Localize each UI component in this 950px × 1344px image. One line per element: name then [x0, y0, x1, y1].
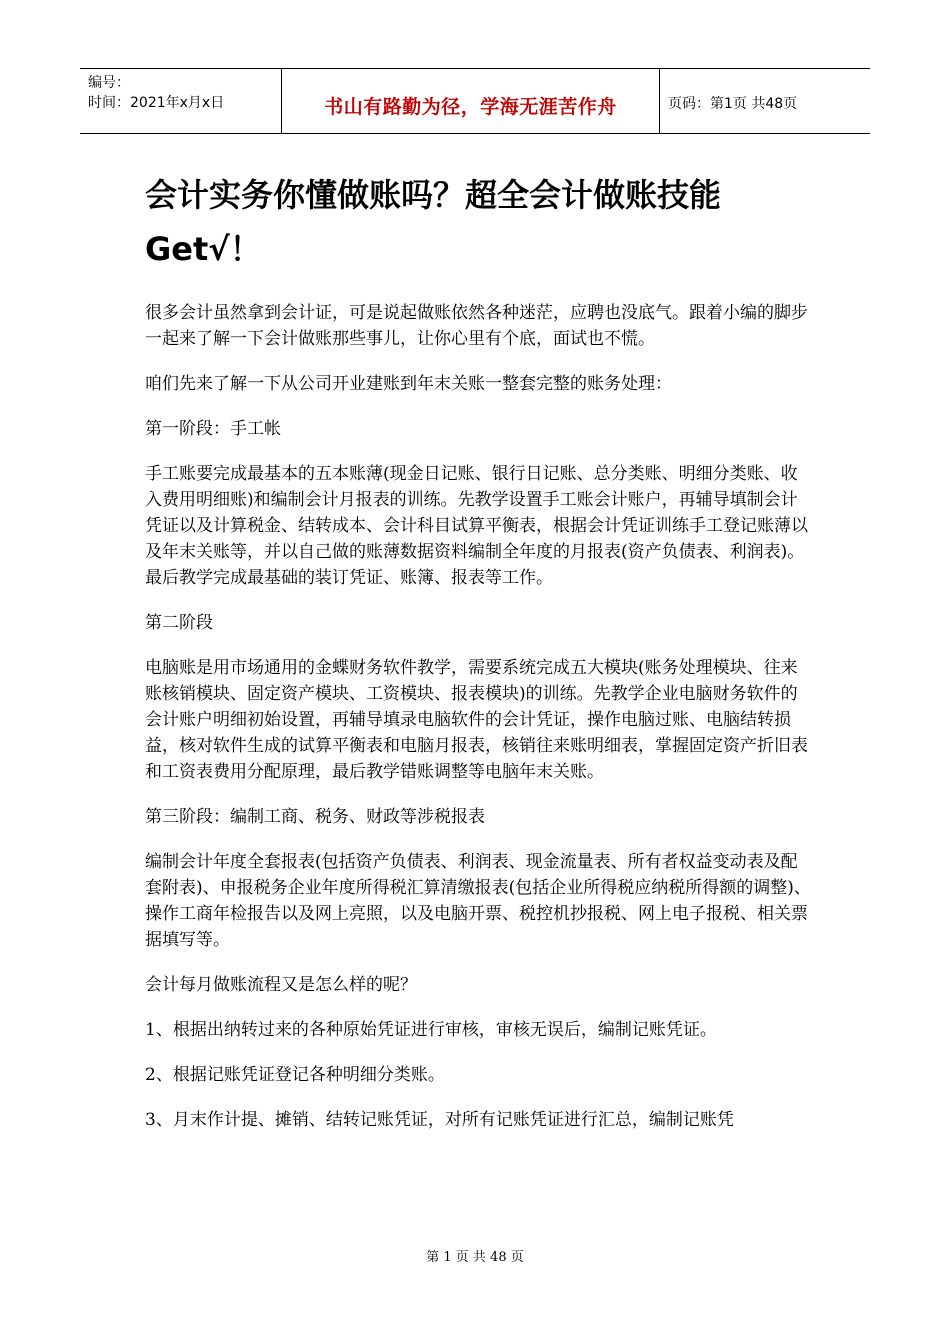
stage-two-body: 电脑账是用市场通用的金蝶财务软件教学，需要系统完成五大模块(账务处理模块、往来账核销模块、固定资产模块、工资模块、报表模块)的训练。先教学企业电脑财务软件的会计账户明细初始设置，再辅导填录电脑软件的会计凭证，操作电脑过账、电脑结转损益，核对软件生成的试算平衡表和电脑月报表，核销往来账明细表，掌握固定资产折旧表和工资表费用分配原理，最后教学错账调整等电脑年末关账。	[145, 658, 808, 782]
stage-one-body: 手工账要完成最基本的五本账薄(现金日记账、银行日记账、总分类账、明细分类账、收入费用明细账)和编制会计月报表的训练。先教学设置手工账会计账户，再辅导填制会计凭证以及计算税金、结转成本、会计科目试算平衡表，根据会计凭证训练手工登记账薄以及年末关账等，并以自己做的账薄数据资料编制全年度的月报表(资产负债表、利润表)。最后教学完成最基础的装订凭证、账簿、报表等工作。	[145, 464, 808, 588]
title-line-2: Get√！	[145, 230, 262, 268]
header-motto-cell	[282, 69, 660, 133]
title-line-1: 会计实务你懂做账吗？超全会计做账技能	[145, 176, 722, 214]
stage-three-heading: 第三阶段：编制工商、税务、财政等涉税报表	[145, 807, 485, 827]
header-page-info: 页码：第1页 共48页	[668, 96, 798, 112]
document-number-label: 编号：	[88, 75, 130, 91]
header-page-cell	[660, 69, 870, 133]
flow-step-3: 3、月末作计提、摊销、结转记账凭证，对所有记账凭证进行汇总，编制记账凭	[145, 1110, 734, 1130]
flow-step-1: 1、根据出纳转过来的各种原始凭证进行审核，审核无误后，编制记账凭证。	[145, 1020, 717, 1040]
paragraph-overview: 咱们先来了解一下从公司开业建账到年末关账一整套完整的账务处理：	[145, 374, 672, 394]
document-date-label: 时间：2021年x月x日	[88, 95, 225, 111]
page-footer: 第 1 页 共 48 页	[426, 1250, 524, 1265]
header-motto: 书山有路勤为径，学海无涯苦作舟	[324, 95, 617, 118]
document-body	[145, 300, 813, 1152]
paragraph-intro: 很多会计虽然拿到会计证，可是说起做账依然各种迷茫，应聘也没底气。跟着小编的脚步一起来了解一下会计做账那些事儿，让你心里有个底，面试也不慌。	[145, 303, 808, 349]
document-header	[80, 68, 870, 134]
stage-one-heading: 第一阶段：手工帐	[145, 419, 281, 439]
stage-three-body: 编制会计年度全套报表(包括资产负债表、利润表、现金流量表、所有者权益变动表及配套附表)、申报税务企业年度所得税汇算清缴报表(包括企业所得税应纳税所得额的调整)、操作工商年检报告以及网上亮照，以及电脑开票、税控机抄报税、网上电子报税、相关票据填写等。	[145, 852, 811, 950]
header-meta-cell	[80, 69, 282, 133]
flow-step-2: 2、根据记账凭证登记各种明细分类账。	[145, 1065, 445, 1085]
stage-two-heading: 第二阶段	[145, 613, 213, 633]
monthly-flow-question: 会计每月做账流程又是怎么样的呢？	[145, 975, 417, 995]
document-title	[145, 168, 825, 276]
